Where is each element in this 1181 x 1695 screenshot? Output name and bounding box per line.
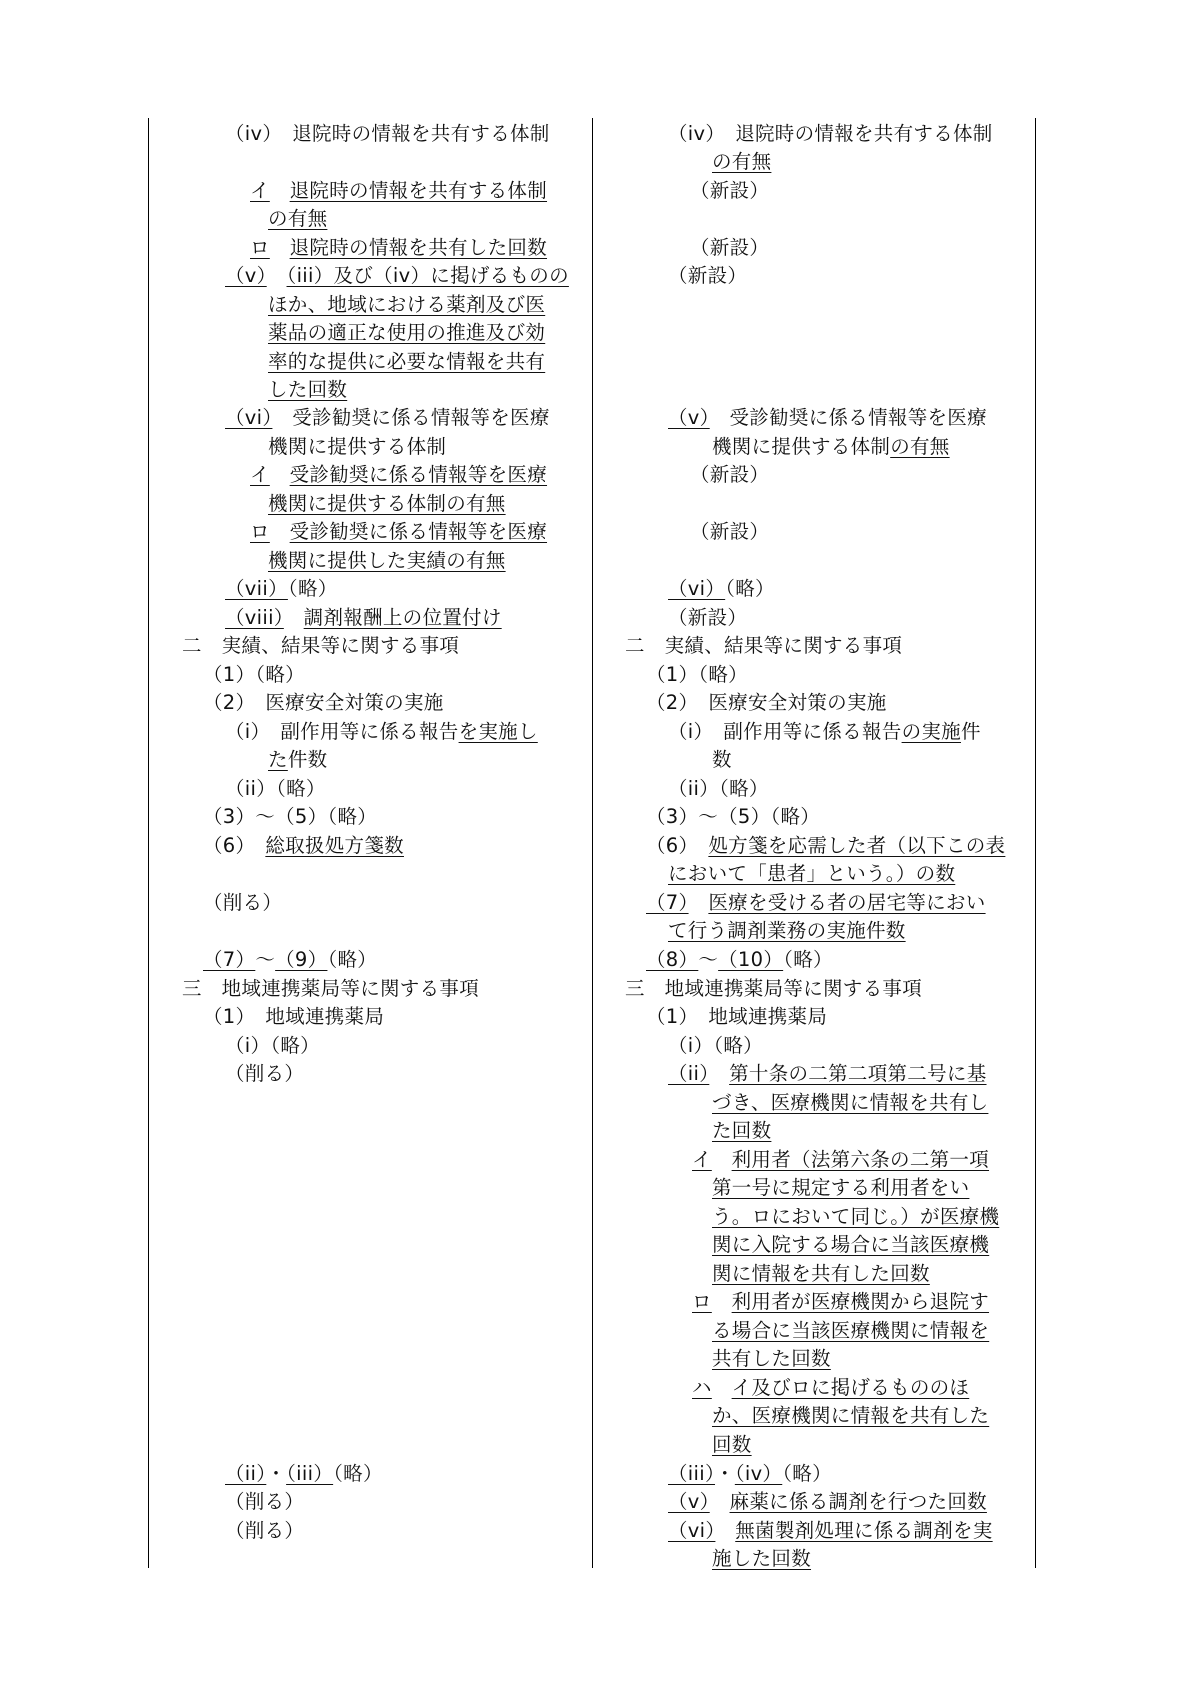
text-segment: （略） <box>333 1462 383 1485</box>
text-segment: （i） 副作用等に係る報告 <box>668 720 902 743</box>
right-column-text-line <box>646 1003 827 1031</box>
amended-text-segment: 機関に提供した実績の有無 <box>268 549 506 572</box>
right-column-text-line <box>712 1117 771 1145</box>
amended-text-segment: ハ <box>692 1376 712 1399</box>
left-column-text-line <box>268 433 446 461</box>
left-column-text-line <box>225 1488 304 1516</box>
right-column-text-line <box>668 404 987 432</box>
right-column-text-line <box>712 1545 811 1573</box>
right-column-text-line <box>668 1488 987 1516</box>
right-column-text-line <box>712 1402 989 1430</box>
amended-text-segment: （iii）及び（iv）に掲げるものの <box>286 264 569 287</box>
amended-text-segment: 総取扱処方箋数 <box>265 834 404 857</box>
amended-text-segment: た <box>268 748 288 771</box>
right-column-text-line <box>712 433 950 461</box>
right-column-text-line <box>668 775 769 803</box>
amended-text-segment: （10） <box>718 948 784 971</box>
left-column-text-line <box>268 205 327 233</box>
text-segment <box>710 1490 730 1513</box>
text-segment: ・ <box>715 1462 735 1485</box>
text-segment: 〜 <box>698 948 719 971</box>
text-segment: （新設） <box>690 463 770 486</box>
text-segment: 二 実績、結果等に関する事項 <box>625 634 903 657</box>
amended-text-segment: う。ロにおいて同じ。）が医療機 <box>712 1205 1000 1228</box>
amended-text-segment: 関に入院する場合に当該医療機 <box>712 1233 990 1256</box>
right-column-text-line <box>646 689 887 717</box>
amended-text-segment: 退院時の情報を共有する体制 <box>289 179 548 202</box>
left-column-text-line <box>250 234 547 262</box>
text-segment: （1） 地域連携薬局 <box>646 1005 828 1028</box>
right-column-text-line <box>646 889 986 917</box>
amended-text-segment: （v） <box>668 406 710 429</box>
amended-text-segment: （9） <box>275 948 328 971</box>
text-segment: （iv） 退院時の情報を共有する体制 <box>668 122 993 145</box>
right-column-text-line <box>712 1317 989 1345</box>
column-divider-line <box>592 118 593 1568</box>
amended-text-segment: 利用者（法第六条の二第一項 <box>731 1148 990 1171</box>
text-segment: （iv） 退院時の情報を共有する体制 <box>225 122 550 145</box>
text-segment <box>270 236 290 259</box>
text-segment: （削る） <box>225 1490 305 1513</box>
right-column-text-line <box>668 718 981 746</box>
amended-text-segment: 機関に提供する体制の有無 <box>268 492 506 515</box>
right-column-text-line <box>668 1032 763 1060</box>
text-segment <box>709 1062 729 1085</box>
amended-text-segment: （vi） <box>225 406 273 429</box>
amended-text-segment: の有無 <box>268 207 328 230</box>
text-segment: （削る） <box>203 891 283 914</box>
text-segment: 件 <box>960 720 981 743</box>
text-segment: （i）（略） <box>225 1034 320 1057</box>
text-segment: （新設） <box>690 520 770 543</box>
amended-text-segment: て行う調剤業務の実施件数 <box>668 919 906 942</box>
right-column-text-line <box>690 234 769 262</box>
amended-text-segment: ロ <box>692 1290 712 1313</box>
text-segment: 三 地域連携薬局等に関する事項 <box>182 977 480 1000</box>
amended-text-segment: イ及びロに掲げるもののほ <box>731 1376 970 1399</box>
amended-text-segment: 受診勧奨に係る情報等を医療 <box>289 463 548 486</box>
right-column-text-line <box>646 803 820 831</box>
amended-text-segment: （iii） <box>286 1462 334 1485</box>
text-segment: （略） <box>783 948 833 971</box>
right-column-text-line <box>712 1260 930 1288</box>
right-column-text-line <box>668 262 747 290</box>
amended-text-segment: （ii） <box>668 1062 710 1085</box>
text-segment <box>715 1519 735 1542</box>
amended-text-segment: （ii） <box>225 1462 267 1485</box>
amended-text-segment: 第十条の二第二項第二号に基 <box>729 1062 987 1085</box>
text-segment: （6） <box>203 834 266 857</box>
left-column-text-line <box>225 1032 320 1060</box>
right-column-text-line <box>646 946 833 974</box>
left-column-text-line <box>203 946 377 974</box>
left-column-text-line <box>203 832 404 860</box>
text-segment: 〜 <box>255 948 276 971</box>
left-column-text-line <box>182 975 479 1003</box>
left-column-text-line <box>225 718 538 746</box>
text-segment: 受診勧奨に係る情報等を医療 <box>272 406 550 429</box>
left-column-text-line <box>250 461 547 489</box>
right-column-text-line <box>668 860 955 888</box>
left-column-text-line <box>203 689 444 717</box>
text-segment: （ii）（略） <box>668 777 769 800</box>
text-segment: （新設） <box>668 606 748 629</box>
text-segment: （略） <box>782 1462 832 1485</box>
right-column-text-line <box>668 1460 832 1488</box>
amended-text-segment: イ <box>692 1148 712 1171</box>
text-segment: （新設） <box>690 179 770 202</box>
amended-text-segment: （7） <box>203 948 256 971</box>
right-column-text-line <box>668 1517 993 1545</box>
right-column-text-line <box>690 461 769 489</box>
amended-text-segment: 回数 <box>712 1433 752 1456</box>
left-column-text-line <box>182 632 459 660</box>
amended-text-segment: 薬品の適正な使用の推進及び効 <box>268 321 546 344</box>
amended-text-segment: 率的な提供に必要な情報を共有 <box>268 350 546 373</box>
amended-text-segment: （viii） <box>225 606 284 629</box>
text-segment: （削る） <box>225 1519 305 1542</box>
text-segment: 受診勧奨に係る情報等を医療 <box>709 406 987 429</box>
left-column-text-line <box>225 404 550 432</box>
text-segment <box>267 264 287 287</box>
text-segment: （新設） <box>690 236 770 259</box>
text-segment: （i）（略） <box>668 1034 763 1057</box>
right-column-text-line <box>712 148 771 176</box>
amended-text-segment: した回数 <box>268 378 348 401</box>
text-segment: 二 実績、結果等に関する事項 <box>182 634 460 657</box>
text-segment <box>712 1290 732 1313</box>
left-column-text-line <box>268 291 545 319</box>
amended-text-segment: づき、医療機関に情報を共有し <box>712 1091 989 1114</box>
right-column-text-line <box>668 120 993 148</box>
amended-text-segment: 受診勧奨に係る情報等を医療 <box>289 520 548 543</box>
text-segment: （2） 医療安全対策の実施 <box>203 691 444 714</box>
amended-text-segment: イ <box>250 179 270 202</box>
amended-text-segment: （vi） <box>668 577 726 600</box>
left-border-line <box>148 118 149 1568</box>
left-column-text-line <box>225 262 569 290</box>
amended-text-segment: において「患者」という。）の数 <box>668 862 956 885</box>
amended-text-segment: ロ <box>250 520 270 543</box>
left-column-text-line <box>203 1003 384 1031</box>
right-column-text-line <box>690 518 769 546</box>
amended-text-segment: （iv） <box>734 1462 783 1485</box>
right-column-text-line <box>690 177 769 205</box>
amended-text-segment: の実施 <box>901 720 961 743</box>
amended-text-segment: 退院時の情報を共有した回数 <box>289 236 548 259</box>
amended-text-segment: 共有した回数 <box>712 1347 831 1370</box>
left-column-text-line <box>268 319 545 347</box>
amended-text-segment: 第一号に規定する利用者をい <box>712 1176 970 1199</box>
text-segment: （略） <box>287 577 338 600</box>
amended-text-segment: 調剤報酬上の位置付け <box>303 606 502 629</box>
right-column-text-line <box>668 575 775 603</box>
right-column-text-line <box>668 1060 987 1088</box>
left-column-text-line <box>225 575 338 603</box>
amended-text-segment: 関に情報を共有した回数 <box>712 1262 930 1285</box>
amended-text-segment: の有無 <box>890 435 950 458</box>
amended-text-segment: の有無 <box>712 150 772 173</box>
amended-text-segment: （v） <box>225 264 267 287</box>
right-column-text-line <box>646 832 1005 860</box>
right-column-text-line <box>668 917 906 945</box>
text-segment <box>689 891 709 914</box>
text-segment: 件数 <box>287 748 328 771</box>
text-segment: 三 地域連携薬局等に関する事項 <box>625 977 923 1000</box>
amended-text-segment: （iii） <box>668 1462 716 1485</box>
left-column-text-line <box>250 177 547 205</box>
text-segment <box>712 1376 732 1399</box>
text-segment: 機関に提供する体制 <box>268 435 447 458</box>
amended-text-segment: 処方箋を応需した者（以下この表 <box>708 834 1006 857</box>
right-column-text-line <box>712 1203 999 1231</box>
left-column-text-line <box>203 803 377 831</box>
text-segment: （略） <box>725 577 775 600</box>
amended-text-segment: か、医療機関に情報を共有した <box>712 1404 990 1427</box>
right-border-line <box>1035 118 1036 1568</box>
text-segment <box>284 606 304 629</box>
left-column-text-line <box>225 604 502 632</box>
left-column-text-line <box>268 746 327 774</box>
left-column-text-line <box>225 1060 304 1088</box>
amended-text-segment: （vii） <box>225 577 288 600</box>
text-segment: （削る） <box>225 1062 305 1085</box>
right-column-text-line <box>712 1231 989 1259</box>
right-column-text-line <box>712 1089 988 1117</box>
left-column-text-line <box>225 120 550 148</box>
text-segment <box>270 179 290 202</box>
right-column-text-line <box>625 975 922 1003</box>
left-column-text-line <box>268 547 506 575</box>
right-column-text-line <box>692 1374 969 1402</box>
right-column-text-line <box>668 604 747 632</box>
text-segment: （新設） <box>668 264 748 287</box>
amended-text-segment: た回数 <box>712 1119 772 1142</box>
left-column-text-line <box>268 376 347 404</box>
left-column-text-line <box>250 518 547 546</box>
left-column-text-line <box>268 490 506 518</box>
text-segment: （i） 副作用等に係る報告 <box>225 720 459 743</box>
text-segment <box>712 1148 732 1171</box>
amended-text-segment: イ <box>250 463 270 486</box>
amended-text-segment: ほか、地域における薬剤及び医 <box>268 293 546 316</box>
amended-text-segment: ロ <box>250 236 270 259</box>
text-segment: （1）（略） <box>203 663 305 686</box>
left-column-text-line <box>203 889 282 917</box>
text-segment: （1）（略） <box>646 663 748 686</box>
text-segment: （1） 地域連携薬局 <box>203 1005 385 1028</box>
text-segment: （2） 医療安全対策の実施 <box>646 691 887 714</box>
amended-text-segment: （vi） <box>668 1519 716 1542</box>
left-column-text-line <box>203 661 305 689</box>
right-column-text-line <box>646 661 748 689</box>
text-segment <box>270 463 290 486</box>
right-column-text-line <box>712 1345 831 1373</box>
amended-text-segment: を実施し <box>458 720 538 743</box>
right-column-text-line <box>712 1174 969 1202</box>
text-segment: ・ <box>266 1462 287 1485</box>
text-segment: 数 <box>712 748 732 771</box>
left-column-text-line <box>225 1517 304 1545</box>
right-column-text-line <box>712 746 732 774</box>
amended-text-segment: 無菌製剤処理に係る調剤を実 <box>735 1519 993 1542</box>
amended-text-segment: る場合に当該医療機関に情報を <box>712 1319 990 1342</box>
text-segment: （3）〜（5）（略） <box>203 805 378 828</box>
text-segment: 機関に提供する体制 <box>712 435 891 458</box>
amended-text-segment: （v） <box>668 1490 710 1513</box>
left-column-text-line <box>225 1460 383 1488</box>
left-column-text-line <box>268 348 545 376</box>
text-segment: （ii）（略） <box>225 777 326 800</box>
right-column-text-line <box>712 1431 752 1459</box>
right-column-text-line <box>692 1288 989 1316</box>
amended-text-segment: 医療を受ける者の居宅等におい <box>708 891 986 914</box>
text-segment <box>270 520 290 543</box>
amended-text-segment: 麻薬に係る調剤を行つた回数 <box>729 1490 987 1513</box>
text-segment: （略） <box>327 948 378 971</box>
left-column-text-line <box>225 775 326 803</box>
right-column-text-line <box>692 1146 989 1174</box>
text-segment: （6） <box>646 834 709 857</box>
amended-text-segment: （8） <box>646 948 699 971</box>
amended-text-segment: 施した回数 <box>712 1547 812 1570</box>
amended-text-segment: 利用者が医療機関から退院す <box>731 1290 990 1313</box>
amended-text-segment: （7） <box>646 891 689 914</box>
text-segment: （3）〜（5）（略） <box>646 805 821 828</box>
right-column-text-line <box>625 632 902 660</box>
